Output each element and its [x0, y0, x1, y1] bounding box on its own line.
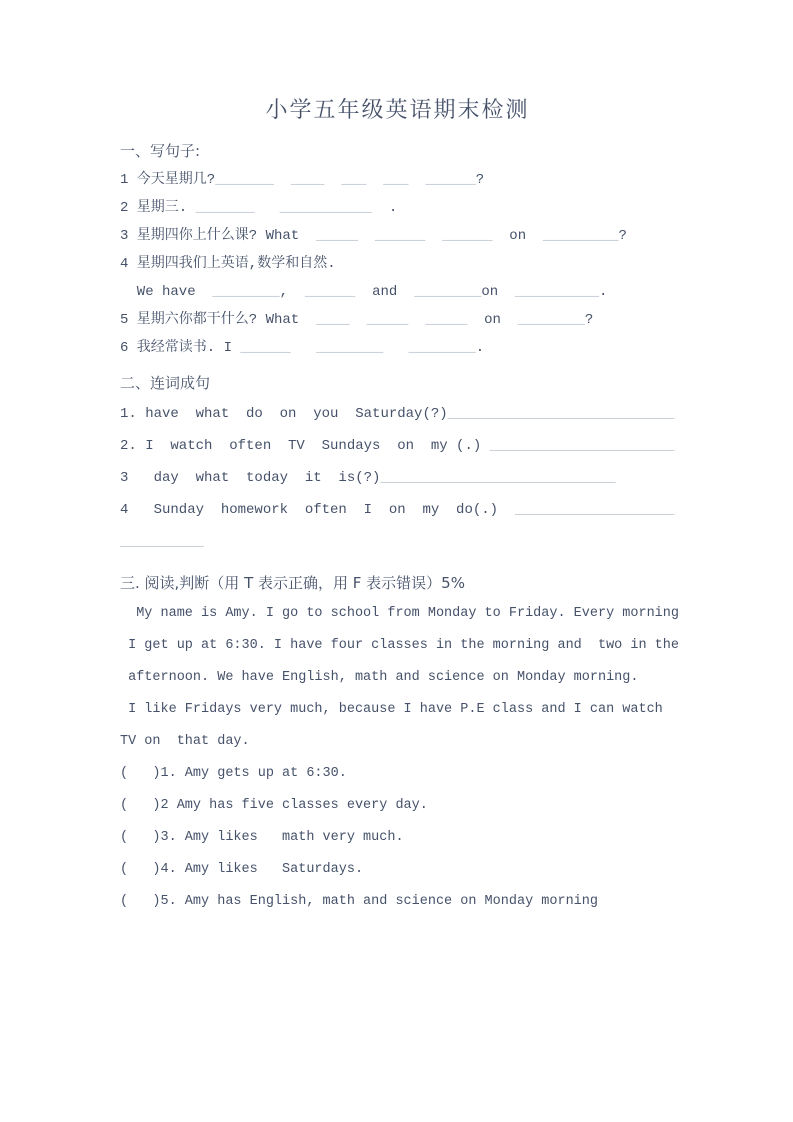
- answer-blank: ___: [383, 172, 409, 188]
- answer-blank: ___________________________: [447, 406, 675, 422]
- s1-item-6: 6 我经常读书. I ______ ________ ________.: [120, 340, 485, 356]
- tf-question-2: ( )2 Amy has five classes every day.: [120, 798, 428, 813]
- answer-blank: _____: [425, 312, 468, 328]
- s1-item-3: 3 星期四你上什么课? What _____ ______ ______ on _________?: [120, 228, 627, 244]
- s1-item-4-answer-line: We have ________, ______ and ________on __________.: [120, 284, 608, 300]
- answer-blank: ____: [290, 172, 325, 188]
- answer-blank: ________: [408, 340, 476, 356]
- s1-item-5: 5 星期六你都干什么? What ____ _____ _____ on ________?: [120, 312, 594, 328]
- answer-blank: ______: [304, 284, 356, 300]
- section-reading-true-false: [120, 568, 679, 918]
- answer-blank: ________: [212, 284, 280, 300]
- s2-item-4: 4 Sunday homework often I on my do(.) ___________________: [120, 502, 675, 518]
- section3-heading: 三. 阅读,判断（用 T 表示正确，用 F 表示错误）5%: [120, 574, 465, 592]
- tf-question-5: ( )5. Amy has English, math and science on Monday morning: [120, 894, 598, 909]
- tf-question-1: ( )1. Amy gets up at 6:30.: [120, 766, 347, 781]
- section-write-sentences: [120, 136, 675, 362]
- answer-blank: _______: [215, 172, 275, 188]
- passage-line: My name is Amy. I go to school from Monday to Friday. Every morning: [120, 606, 679, 621]
- s2-item-1: 1. have what do on you Saturday(?)___________________________: [120, 406, 675, 422]
- answer-blank: ______: [425, 172, 476, 188]
- passage-line: I get up at 6:30. I have four classes in the morning and two in the: [120, 638, 679, 653]
- section1-heading: 一、写句子:: [120, 142, 201, 160]
- tf-question-3: ( )3. Amy likes math very much.: [120, 830, 404, 845]
- answer-blank: ______: [240, 340, 291, 356]
- answer-blank: _____: [366, 312, 409, 328]
- answer-blank: ________: [517, 312, 585, 328]
- answer-blank: __________: [514, 284, 599, 300]
- answer-blank: ___: [341, 172, 367, 188]
- answer-blank: ____: [316, 312, 350, 328]
- passage-line: TV on that day.: [120, 734, 250, 749]
- answer-blank: ______________________: [489, 438, 675, 454]
- s1-item-4: 4 星期四我们上英语,数学和自然.: [120, 256, 336, 272]
- tf-question-4: ( )4. Amy likes Saturdays.: [120, 862, 364, 877]
- s2-item-3: 3 day what today it is(?)____________________________: [120, 470, 616, 486]
- section2-heading: 二、连词成句: [120, 374, 211, 392]
- answer-blank: _________: [542, 228, 619, 244]
- answer-blank: ______: [442, 228, 493, 244]
- s1-item-2: 2 星期三. _______ ___________ .: [120, 200, 398, 216]
- answer-blank: ______: [374, 228, 426, 244]
- exam-title: 小学五年级英语期末检测: [265, 98, 530, 123]
- section-rearrange-words: [120, 368, 675, 558]
- answer-blank: ____________________________: [380, 470, 616, 486]
- s1-item-1: 1 今天星期几?_______ ____ ___ ___ ______?: [120, 172, 485, 188]
- passage-line: I like Fridays very much, because I have P.E class and I can watch: [120, 702, 663, 717]
- s2-item-2: 2. I watch often TV Sundays on my (.) ______________________: [120, 438, 675, 454]
- s2-item-4-continuation-blank: [120, 526, 675, 558]
- answer-blank: ___________: [279, 200, 373, 216]
- passage-line: afternoon. We have English, math and science on Monday morning.: [120, 670, 639, 685]
- answer-blank: ___________________: [514, 502, 675, 518]
- answer-blank: ________: [316, 340, 384, 356]
- answer-blank: __________: [120, 534, 205, 550]
- answer-blank: ________: [414, 284, 482, 300]
- answer-blank: _______: [195, 200, 255, 216]
- answer-blank: _____: [316, 228, 359, 244]
